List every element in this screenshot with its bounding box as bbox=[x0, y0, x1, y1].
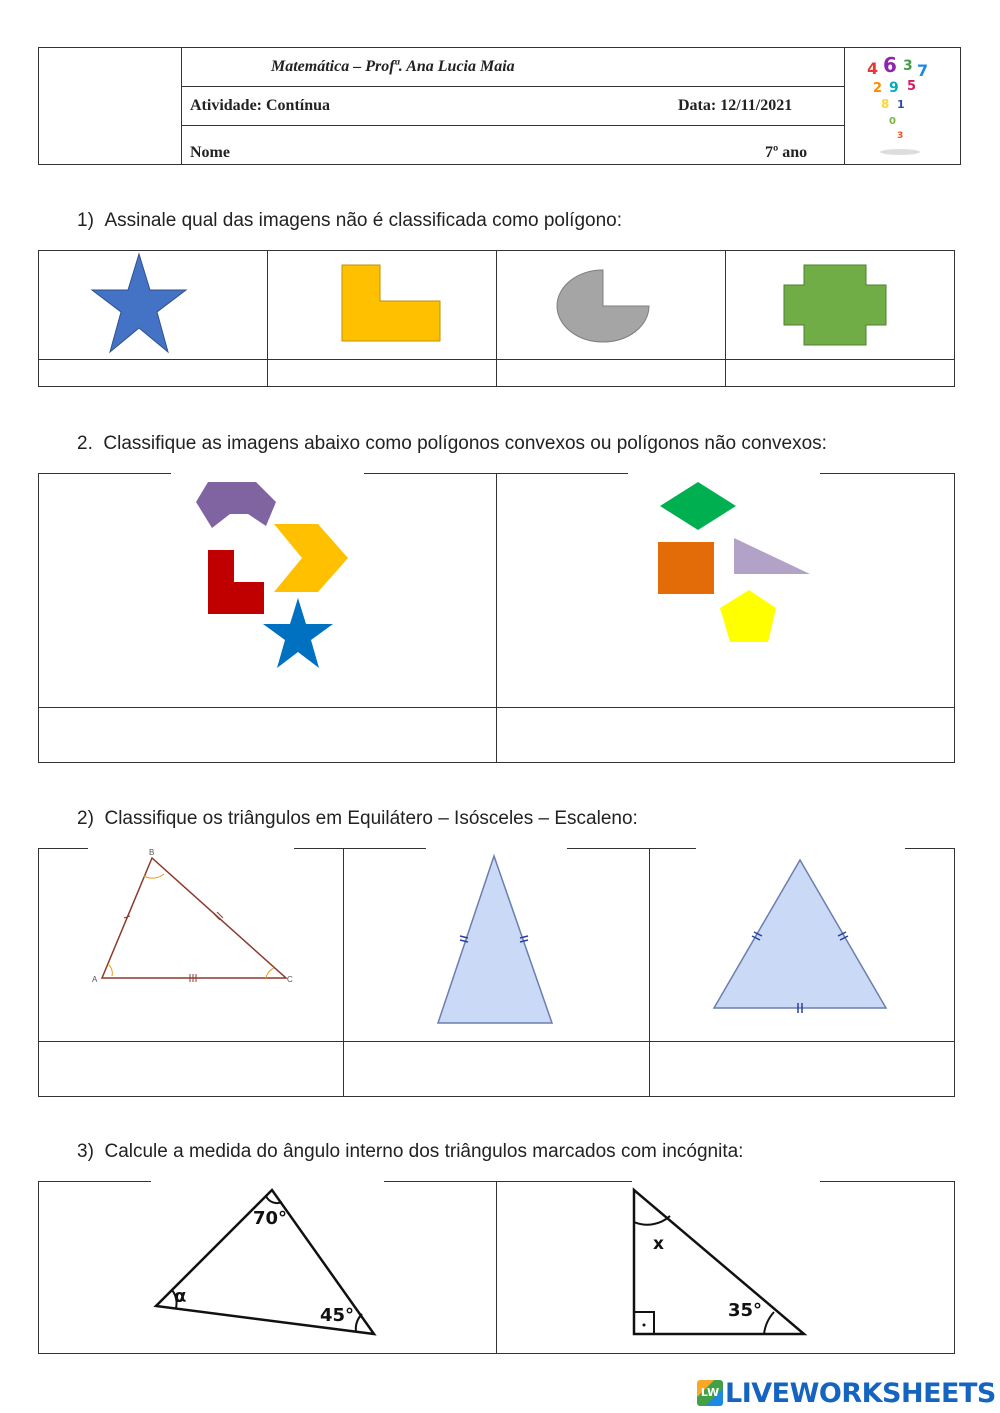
question-1-text bbox=[77, 210, 622, 232]
question-4-number: 3) bbox=[77, 1141, 94, 1162]
question-3-text bbox=[77, 808, 638, 830]
q2-answer-box-2[interactable] bbox=[498, 709, 953, 761]
question-2-label: Classifique as imagens abaixo como polígonos convexos ou polígonos não convexos: bbox=[103, 433, 827, 454]
right-triangle-x-icon bbox=[630, 1186, 810, 1338]
yellow-chevron-icon bbox=[274, 524, 348, 592]
green-cross-icon bbox=[782, 263, 888, 347]
liveworksheets-logo[interactable] bbox=[697, 1377, 996, 1409]
question-4-text bbox=[77, 1141, 743, 1163]
q1-answer-box-2[interactable] bbox=[269, 361, 495, 385]
svg-text:0: 0 bbox=[889, 116, 896, 127]
question-1-number: 1) bbox=[77, 210, 94, 231]
scalene-triangle-icon bbox=[88, 848, 298, 988]
non-convex-shapes-group bbox=[190, 478, 360, 678]
question-2-number: 2. bbox=[77, 433, 93, 454]
q3-answer-box-3[interactable] bbox=[651, 1043, 953, 1095]
q1-answer-box-4[interactable] bbox=[727, 361, 953, 385]
lavender-triangle-icon bbox=[734, 538, 810, 574]
svg-text:5: 5 bbox=[907, 79, 917, 94]
blue-star-icon bbox=[90, 252, 188, 354]
grade-label: 7º ano bbox=[765, 144, 808, 161]
angle-label-45: 45° bbox=[320, 1305, 355, 1326]
liveworksheets-badge-icon: LW bbox=[697, 1380, 723, 1406]
angle-label-x: x bbox=[653, 1234, 664, 1254]
red-l-shape-icon bbox=[208, 550, 264, 614]
angle-label-70: 70° bbox=[253, 1208, 288, 1229]
blue-star-small-icon bbox=[263, 598, 333, 668]
question-3-number: 2) bbox=[77, 808, 94, 829]
svg-text:3: 3 bbox=[897, 131, 904, 141]
purple-notched-hexagon-icon bbox=[196, 482, 276, 528]
convex-shapes-group bbox=[650, 478, 820, 648]
q1-answer-box-3[interactable] bbox=[498, 361, 724, 385]
gray-pie-sector-icon bbox=[555, 268, 651, 344]
question-3-label: Classifique os triângulos em Equilátero – Isósceles – Escaleno: bbox=[104, 808, 638, 829]
q1-answer-box-1[interactable] bbox=[40, 361, 266, 385]
activity-label: Atividade: Contínua bbox=[190, 97, 331, 114]
svg-text:6: 6 bbox=[883, 53, 897, 77]
isosceles-triangle-icon bbox=[432, 852, 556, 1028]
q3-answer-box-1[interactable] bbox=[40, 1043, 342, 1095]
name-label: Nome bbox=[190, 144, 230, 161]
liveworksheets-wordmark: LIVEWORKSHEETS bbox=[725, 1377, 996, 1409]
equilateral-triangle-icon bbox=[710, 856, 890, 1014]
q3-answer-box-2[interactable] bbox=[345, 1043, 648, 1095]
question-2-text bbox=[77, 433, 827, 455]
angle-label-35: 35° bbox=[728, 1300, 763, 1321]
green-rhombus-icon bbox=[660, 482, 736, 530]
q2-answer-box-1[interactable] bbox=[40, 709, 495, 761]
question-1-label: Assinale qual das imagens não é classificada como polígono: bbox=[104, 210, 623, 231]
question-4-label: Calcule a medida do ângulo interno dos triângulos marcados com incógnita: bbox=[104, 1141, 744, 1162]
svg-text:7: 7 bbox=[917, 61, 929, 80]
orange-square-icon bbox=[658, 542, 714, 594]
svg-text:1: 1 bbox=[897, 98, 905, 111]
vertex-label-c: C bbox=[287, 975, 293, 984]
vertex-label-a: A bbox=[92, 975, 98, 984]
colorful-numbers-logo-icon bbox=[855, 52, 950, 158]
angle-label-alpha: α bbox=[174, 1286, 187, 1307]
svg-text:2: 2 bbox=[873, 81, 883, 96]
svg-text:4: 4 bbox=[867, 59, 879, 78]
vertex-label-b: B bbox=[149, 848, 155, 857]
yellow-l-shape-icon bbox=[340, 263, 442, 343]
subject-title: Matemática – Profª. Ana Lucia Maia bbox=[271, 58, 515, 75]
svg-text:3: 3 bbox=[903, 58, 913, 74]
svg-text:8: 8 bbox=[881, 97, 890, 111]
svg-text:9: 9 bbox=[889, 80, 899, 96]
date-label: Data: 12/11/2021 bbox=[678, 97, 793, 114]
yellow-pentagon-icon bbox=[720, 590, 776, 642]
